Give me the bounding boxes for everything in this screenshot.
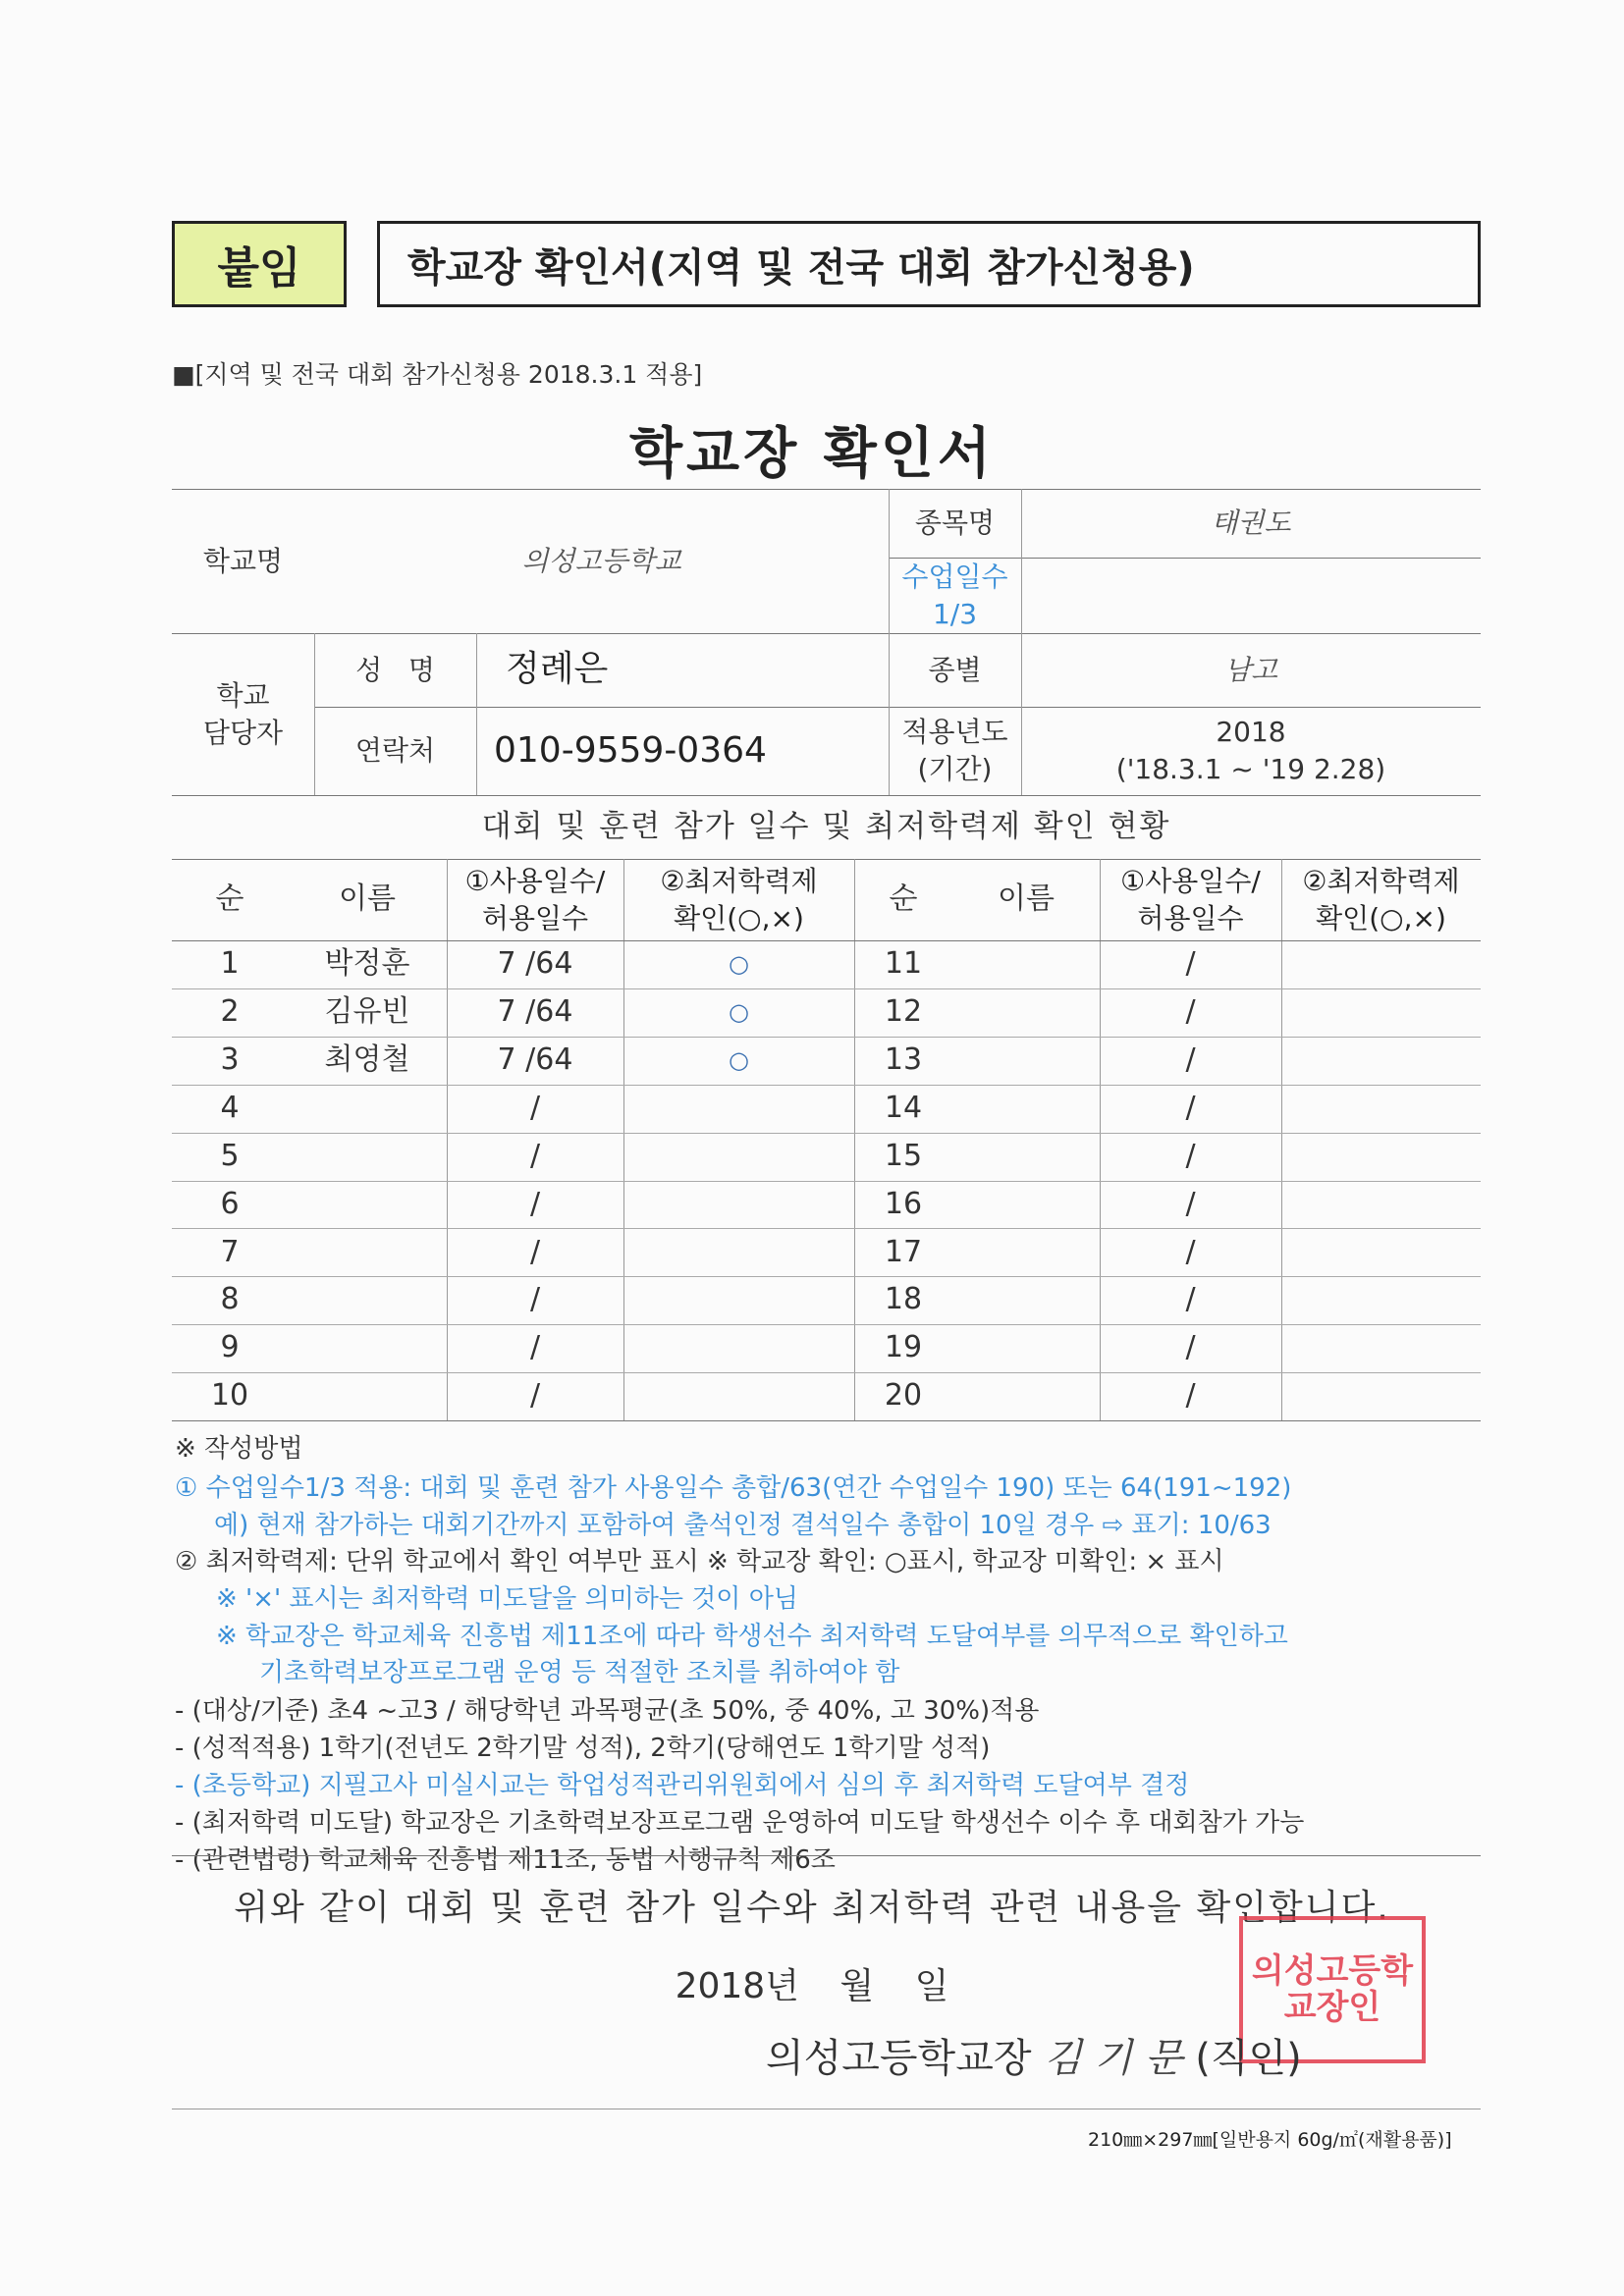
table-cell-name2 (952, 1085, 1100, 1133)
table-cell-check2 (1281, 1037, 1481, 1085)
table-cell-name2 (952, 1133, 1100, 1181)
col-header-name-2: 이름 (998, 881, 1055, 917)
instruction-line: ※ '×' 표시는 최저학력 미도달을 의미하는 것이 아님 (216, 1584, 798, 1614)
table-cell-no: 9 (220, 1330, 240, 1365)
table-cell-no2: 15 (884, 1138, 923, 1173)
col-header-days-2 (1100, 859, 1281, 940)
table-cell-check2 (1281, 1085, 1481, 1133)
gender-label: 종별 (928, 653, 982, 686)
table-cell-check2 (1281, 940, 1481, 988)
col-header-check-2-line1: ②최저학력제 (1302, 864, 1460, 897)
table-cell-check (623, 1133, 854, 1181)
table-cell-check: ○ (729, 998, 749, 1027)
table-cell-name (288, 1228, 447, 1276)
sport-value: 태권도 (1211, 507, 1291, 540)
table-cell-no2: 11 (884, 946, 923, 982)
apply-year-label-line1: 적용년도 (901, 716, 1008, 749)
table-cell-no: 7 (220, 1234, 240, 1269)
col-header-check-2 (1281, 859, 1481, 940)
table-cell-days2: / (1185, 1282, 1196, 1317)
date-day: 일 (914, 1966, 949, 2006)
instruction-line: ① 수업일수1/3 적용: 대회 및 훈련 참가 사용일수 총합/63(연간 수업일수 190) 또는 64(191~192) (175, 1473, 1292, 1503)
instruction-line: ② 최저학력제: 단위 학교에서 확인 여부만 표시 ※ 학교장 확인: ○표시, 학교장 미확인: × 표시 (175, 1547, 1224, 1576)
col-header-days-2-line1: ①사용일수/ (1120, 864, 1261, 897)
attachment-badge-label: 붙임 (217, 243, 301, 294)
principal-title: 의성고등학교장 (766, 2036, 1032, 2081)
table-cell-name2 (952, 940, 1100, 988)
class-days-label (889, 558, 1021, 633)
table-cell-check2 (1281, 1133, 1481, 1181)
table-cell-name (288, 1276, 447, 1324)
col-header-days-2-line2: 허용일수 (1137, 901, 1244, 934)
table-cell-name (288, 1181, 447, 1229)
staff-label-line2: 담당자 (202, 716, 284, 749)
table-cell-name: 박정훈 (324, 946, 410, 982)
attachment-badge (172, 221, 347, 307)
class-days-label-line2: 1/3 (932, 597, 978, 630)
apply-year-value-line2: ('18.3.1 ~ '19 2.28) (1115, 753, 1386, 785)
table-cell-name2 (952, 1228, 1100, 1276)
table-cell-no2: 18 (884, 1282, 923, 1317)
table-cell-days2: / (1185, 1138, 1196, 1173)
table-cell-days: / (529, 1378, 541, 1414)
paper-spec-note: 210㎜×297㎜[일반용지 60g/㎡(재활용품)] (1088, 2129, 1452, 2151)
table-cell-days: / (529, 1138, 541, 1173)
table-cell-name: 김유빈 (324, 994, 410, 1030)
table-cell-no2: 13 (884, 1041, 923, 1077)
table-cell-no: 4 (220, 1090, 240, 1125)
date-month: 월 (839, 1966, 875, 2006)
col-header-check (623, 859, 854, 940)
header-title: 학교장 확인서(지역 및 전국 대회 참가신청용) (407, 244, 1195, 291)
table-cell-days: / (529, 1090, 541, 1125)
instruction-line: 기초학력보장프로그램 운영 등 적절한 조치를 취하여야 함 (259, 1658, 900, 1687)
table-cell-check (623, 1324, 854, 1372)
document-subtitle: ■[지역 및 전국 대회 참가신청용 2018.3.1 적용] (172, 360, 703, 389)
table-cell-check2 (1281, 1276, 1481, 1324)
col-header-days-line1: ①사용일수/ (464, 864, 606, 897)
stamp-text: 의성고등학교장인 (1251, 1950, 1414, 2027)
table-cell-no2: 14 (884, 1090, 923, 1125)
class-days-label-line1: 수업일수 (901, 560, 1008, 593)
col-header-no-2: 순 (889, 881, 918, 917)
table-cell-name2 (952, 988, 1100, 1037)
contact-label: 연락처 (354, 734, 436, 768)
col-header-check-line2: 확인(○,×) (674, 901, 804, 934)
table-cell-name2 (952, 1276, 1100, 1324)
principal-signature: 김 기 문 (1044, 2036, 1183, 2081)
table-cell-no: 2 (220, 994, 240, 1030)
table-cell-no: 8 (220, 1282, 240, 1317)
instruction-line: - (관련법령) 학교체육 진흥법 제11조, 동법 시행규칙 제6조 (175, 1845, 836, 1875)
col-header-name: 이름 (339, 881, 396, 917)
table-cell-days: / (529, 1234, 541, 1269)
table-cell-days: 7 /64 (497, 946, 573, 982)
instruction-line: ※ 작성방법 (175, 1434, 303, 1464)
table-cell-no: 10 (210, 1378, 249, 1414)
table-cell-no2: 12 (884, 994, 923, 1030)
col-header-days-line2: 허용일수 (481, 901, 589, 934)
signature-line (766, 2027, 1302, 2083)
section-title: 대회 및 훈련 참가 일수 및 최저학력제 확인 현황 (481, 808, 1171, 844)
date-year: 2018년 (675, 1966, 799, 2006)
table-cell-no: 6 (220, 1186, 240, 1221)
table-cell-days2: / (1185, 1090, 1196, 1125)
person-name-label: 성 명 (355, 653, 435, 686)
table-cell-days2: / (1185, 1330, 1196, 1365)
school-name-value: 의성고등학교 (521, 544, 681, 577)
table-cell-days: / (529, 1282, 541, 1317)
col-header-check-line1: ②최저학력제 (660, 864, 818, 897)
table-cell-days: 7 /64 (497, 1041, 573, 1077)
document-title: 학교장 확인서 (628, 422, 996, 486)
sport-label: 종목명 (914, 507, 996, 540)
confirmation-text: 위와 같이 대회 및 훈련 참가 일수와 최저학력 관련 내용을 확인합니다. (234, 1888, 1390, 1928)
table-cell-name (288, 1085, 447, 1133)
table-cell-no: 3 (220, 1041, 240, 1077)
table-cell-name (288, 1324, 447, 1372)
instruction-line: - (성적적용) 1학기(전년도 2학기말 성적), 2학기(당해연도 1학기말 성적) (175, 1734, 991, 1763)
col-header-check-2-line2: 확인(○,×) (1316, 901, 1446, 934)
col-header-no: 순 (215, 881, 244, 917)
instruction-line: - (초등학교) 지필고사 미실시교는 학업성적관리위원회에서 심의 후 최저학력 도달여부 결정 (175, 1771, 1190, 1800)
instruction-line: ※ 학교장은 학교체육 진흥법 제11조에 따라 학생선수 최저학력 도달여부를 의무적으로 확인하고 (216, 1622, 1288, 1651)
table-cell-name2 (952, 1372, 1100, 1420)
person-name-value: 정례은 (506, 649, 609, 690)
table-cell-days: / (529, 1330, 541, 1365)
table-cell-no: 1 (220, 946, 240, 982)
table-cell-days: / (529, 1186, 541, 1221)
instruction-line: 예) 현재 참가하는 대회기간까지 포함하여 출석인정 결석일수 총합이 10일 경우 ⇨ 표기: 10/63 (214, 1511, 1272, 1540)
table-cell-no: 5 (220, 1138, 240, 1173)
table-cell-days2: / (1185, 994, 1196, 1030)
table-cell-check (623, 1276, 854, 1324)
table-cell-name2 (952, 1037, 1100, 1085)
table-cell-check: ○ (729, 1046, 749, 1075)
table-cell-name2 (952, 1324, 1100, 1372)
table-cell-check: ○ (729, 950, 749, 979)
table-cell-check (623, 1372, 854, 1420)
table-cell-check2 (1281, 988, 1481, 1037)
table-cell-days2: / (1185, 1234, 1196, 1269)
table-cell-name2 (952, 1181, 1100, 1229)
table-cell-name: 최영철 (324, 1041, 410, 1077)
table-cell-check2 (1281, 1324, 1481, 1372)
gender-value: 남고 (1223, 653, 1278, 686)
table-cell-days2: / (1185, 1041, 1196, 1077)
table-cell-no2: 17 (884, 1234, 923, 1269)
apply-year-label (889, 707, 1021, 795)
table-cell-days2: / (1185, 946, 1196, 982)
apply-year-value-line1: 2018 (1216, 716, 1286, 749)
table-cell-name (288, 1133, 447, 1181)
contact-value: 010-9559-0364 (494, 729, 767, 771)
table-cell-no2: 20 (884, 1378, 923, 1414)
school-name-label: 학교명 (202, 544, 284, 577)
table-cell-check2 (1281, 1181, 1481, 1229)
apply-year-value (1021, 707, 1481, 795)
table-cell-days2: / (1185, 1186, 1196, 1221)
table-cell-check2 (1281, 1372, 1481, 1420)
table-cell-days2: / (1185, 1378, 1196, 1414)
instruction-line: - (최저학력 미도달) 학교장은 기초학력보장프로그램 운영하여 미도달 학생선수 이수 후 대회참가 가능 (175, 1808, 1305, 1838)
apply-year-label-line2: (기간) (917, 753, 993, 785)
table-cell-days: 7 /64 (497, 994, 573, 1030)
header-title-box (377, 221, 1481, 307)
instruction-line: - (대상/기준) 초4 ~고3 / 해당학년 과목평균(초 50%, 중 40%, 고 30%)적용 (175, 1696, 1040, 1726)
table-cell-check (623, 1181, 854, 1229)
col-header-days (447, 859, 623, 940)
table-cell-no2: 19 (884, 1330, 923, 1365)
table-cell-no2: 16 (884, 1186, 923, 1221)
staff-label (172, 633, 314, 795)
table-cell-name (288, 1372, 447, 1420)
staff-label-line1: 학교 (216, 678, 270, 712)
table-cell-check2 (1281, 1228, 1481, 1276)
table-cell-check (623, 1228, 854, 1276)
seal-label: (직인) (1195, 2036, 1302, 2081)
table-cell-check (623, 1085, 854, 1133)
